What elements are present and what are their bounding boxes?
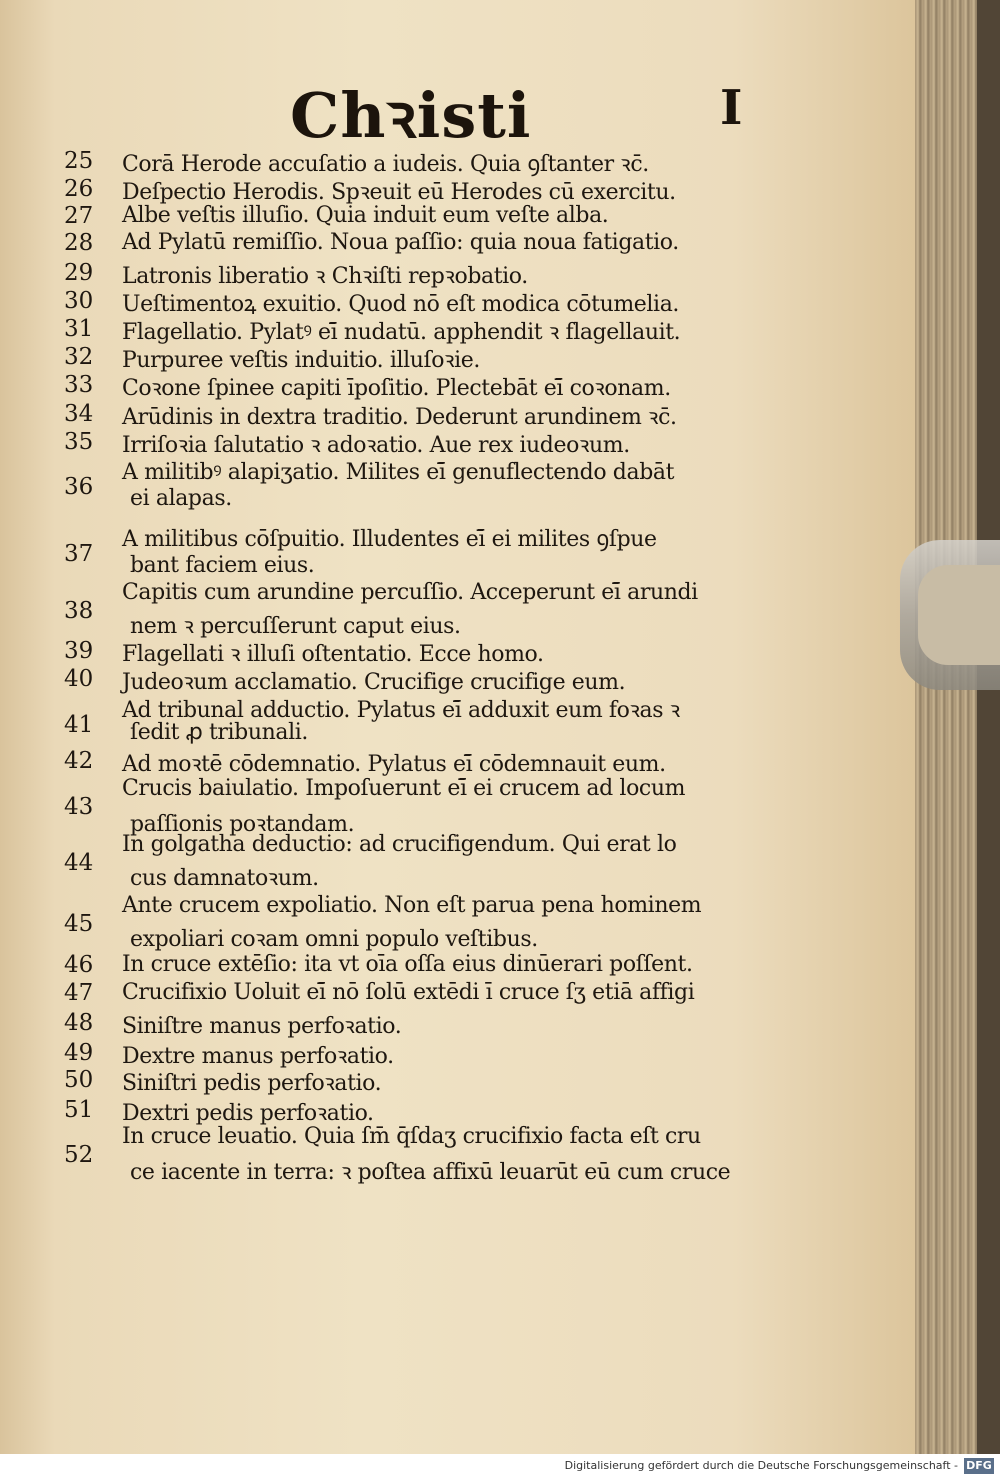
entry-text-line: Deſpectio Herodis. Spꝛeuit eū Herodes cū exercitu. (122, 180, 676, 205)
entry-text-line: Corā Herode accuſatio a iudeis. Quia ꝯſtanter ꝛc̄. (122, 152, 649, 177)
entry-text-line: Crucis baiulatio. Impoſuerunt eī̄ ei crucem ad locum (122, 776, 686, 801)
entry-number: 52 (64, 1142, 94, 1168)
scan-border (977, 0, 1000, 1454)
entry-text-line: In golgatha deductio: ad crucifigendum. Qui erat lo (122, 832, 677, 857)
entry-number: 30 (64, 288, 94, 314)
entry-number: 27 (64, 203, 94, 229)
entry-text-line: cus damnatoꝛum. (130, 866, 319, 891)
entry-text-line: Dextre manus perfoꝛatio. (122, 1044, 394, 1069)
entry-number: 35 (64, 429, 94, 455)
entry-text-line: Capitis cum arundine percuſſio. Acceperunt eī̄ arundi (122, 580, 698, 605)
entry-number: 45 (64, 911, 94, 937)
entry-number: 42 (64, 748, 94, 774)
entry-number: 32 (64, 344, 94, 370)
entry-number: 47 (64, 980, 94, 1006)
entry-text-line: Judeoꝛum acclamatio. Crucifige crucifige eum. (122, 670, 626, 695)
entry-number: 41 (64, 712, 94, 738)
entry-number: 38 (64, 598, 94, 624)
entry-number: 48 (64, 1010, 94, 1036)
dfg-logo: DFG (964, 1458, 994, 1474)
entry-text-line: Irriſoꝛia ſalutatio ꝛ adoꝛatio. Aue rex iudeoꝛum. (122, 433, 630, 458)
entry-text-line: Crucifixio Uoluit eī̄ nō ſolū extēdi ī cruce ſʒ etiā affigi (122, 980, 695, 1005)
entry-text-line: Siniſtri pedis perfoꝛatio. (122, 1071, 382, 1096)
footer-bar (0, 1454, 1000, 1479)
entry-number: 28 (64, 230, 94, 256)
entry-number: 46 (64, 952, 94, 978)
entry-text-line: Ad tribunal adductio. Pylatus eī̄ adduxit eum foꝛas ꝛ (122, 698, 680, 723)
entry-number: 26 (64, 176, 94, 202)
entry-text-line: Coꝛone ſpinee capiti īpoſitio. Plectebāt eī̄ coꝛonam. (122, 376, 671, 401)
entry-text-line: Dextri pedis perfoꝛatio. (122, 1101, 374, 1126)
entry-number: 40 (64, 666, 94, 692)
entry-text-line: ei alapas. (130, 486, 232, 511)
entry-number: 31 (64, 316, 94, 342)
entry-text-line: bant faciem eius. (130, 553, 315, 578)
entry-number: 37 (64, 541, 94, 567)
entry-number: 34 (64, 401, 94, 427)
book-clamp-inner (918, 565, 1000, 665)
entry-number: 29 (64, 260, 94, 286)
entry-text-line: In cruce extēſio: ita vt oīa oſſa eius dinūerari poſſent. (122, 952, 693, 977)
entry-number: 33 (64, 372, 94, 398)
page-edges (915, 0, 977, 1454)
entry-text-line: In cruce leuatio. Quia ſm̄ q̄ſdaʒ crucifixio facta eſt cru (122, 1124, 701, 1149)
funding-credit: Digitalisierung gefördert durch die Deutsche Forschungsgemeinschaft - (564, 1459, 958, 1472)
entry-text-line: Siniſtre manus perfoꝛatio. (122, 1014, 402, 1039)
entry-text-line: Purpuree veſtis induitio. illuſoꝛie. (122, 348, 480, 373)
entry-text-line: paſſionis poꝛtandam. (130, 812, 355, 837)
entry-number: 39 (64, 638, 94, 664)
entry-text-line: expoliari coꝛam omni populo veſtibus. (130, 927, 538, 952)
entry-text-line: Ad moꝛtē cōdemnatio. Pylatus eī̄ cōdemnauit eum. (122, 752, 666, 777)
entry-text-line: Arūdinis in dextra traditio. Dederunt arundinem ꝛc̄. (122, 405, 677, 430)
entry-number: 36 (64, 474, 94, 500)
entry-number: 49 (64, 1040, 94, 1066)
entry-text-line: Ante crucem expoliatio. Non eſt parua pena hominem (122, 893, 702, 918)
entry-text-line: A militibꝰ alapiʒatio. Milites eī̄ genuflectendo dabāt (122, 460, 675, 485)
entry-text-line: Latronis liberatio ꝛ Chꝛiſti repꝛobatio. (122, 264, 528, 289)
entry-text-line: Ad Pylatū remiſſio. Noua paſſio: quia noua fatigatio. (122, 230, 679, 255)
entry-text-line: ce iacente in terra: ꝛ poſtea affixū leuarūt eū cum cruce (130, 1160, 731, 1185)
entry-text-line: A militibus cōſpuitio. Illudentes eī̄ ei milites ꝯſpue (122, 527, 657, 552)
entry-text-line: Flagellatio. Pylatꝰ eī̄ nudatū. apphendit ꝛ flagellauit. (122, 320, 681, 345)
entry-text-line: Flagellati ꝛ illuſi oſtentatio. Ecce homo. (122, 642, 544, 667)
entry-text-line: Ueſtimentoꝝ exuitio. Quod nō eſt modica cōtumelia. (122, 292, 680, 317)
entry-number: 25 (64, 148, 94, 174)
entry-text-line: ſedit ꝓ tribunali. (130, 720, 308, 745)
entry-text-line: nem ꝛ percuſſerunt caput eius. (130, 614, 461, 639)
entry-number: 50 (64, 1067, 94, 1093)
folio-number: I (720, 80, 743, 136)
running-header: Chꝛisti (290, 79, 532, 152)
entry-number: 51 (64, 1097, 94, 1123)
entry-number: 44 (64, 850, 94, 876)
entry-text-line: Albe veſtis illuſio. Quia induit eum veſte alba. (122, 203, 609, 228)
entry-number: 43 (64, 794, 94, 820)
